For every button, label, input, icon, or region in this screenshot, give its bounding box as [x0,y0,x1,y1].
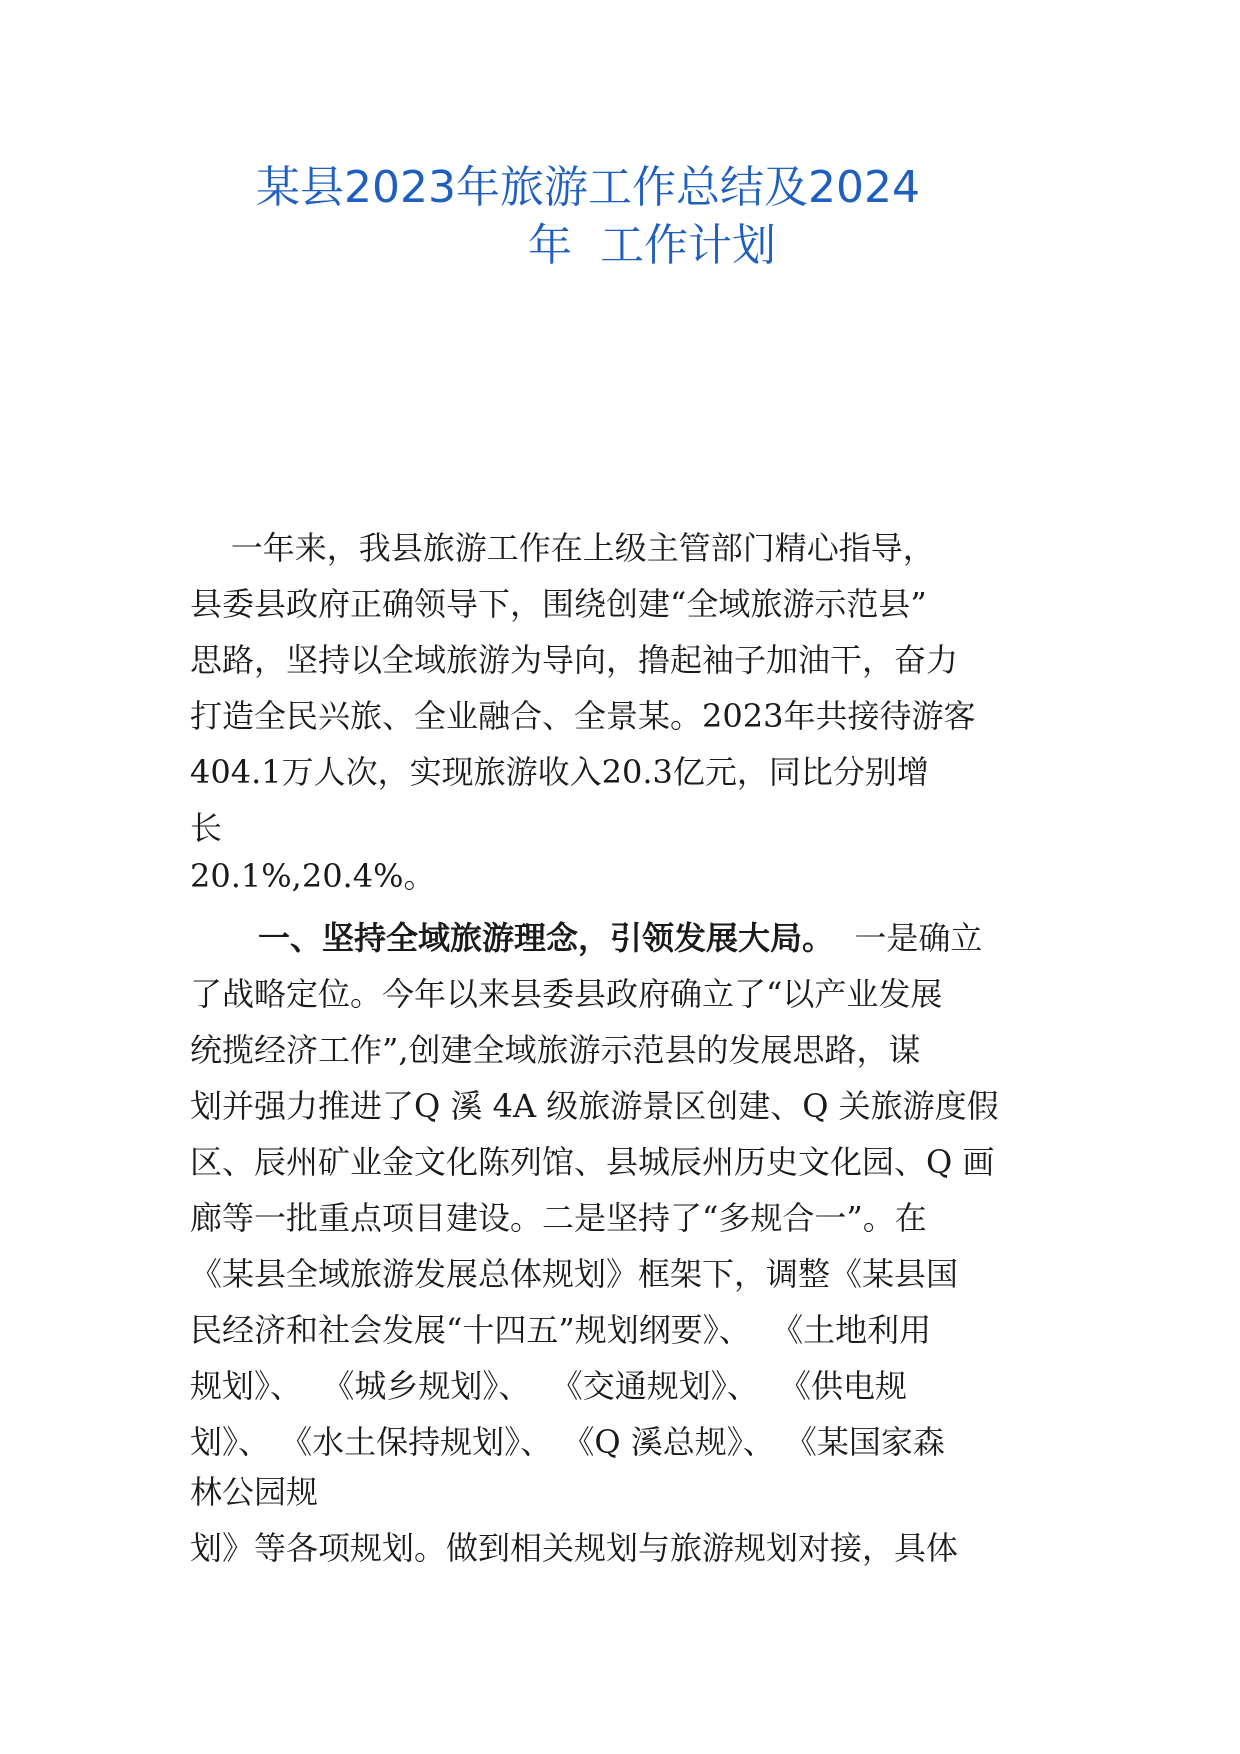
section-1-line-5: 廊等一批重点项目建设。二是坚持了“多规合一”。在 [190,1199,927,1237]
document-title-line-2: 年 工作计划 [528,220,776,271]
section-1-line-1: 了战略定位。今年以来县委县政府确立了“以产业发展 [190,975,943,1013]
intro-line-2: 县委县政府正确领导下，围绕创建“全域旅游示范县” [190,585,927,623]
intro-line-5: 404.1万人次，实现旅游收入20.3亿元，同比分别增 [190,753,929,791]
section-1-line-10: 林公园规 [190,1473,319,1511]
section-1-first-line [258,919,983,957]
section-1-line-4: 区、辰州矿业金文化陈列馆、县城辰州历史文化园、Q 画 [190,1143,995,1181]
section-1-heading: 一、坚持全域旅游理念，引领发展大局。 [258,919,835,957]
section-1-line-7: 民经济和社会发展“十四五”规划纲要》、 《土地利用 [190,1311,932,1349]
section-1-lead: 一是确立 [834,919,983,957]
section-1-line-2: 统揽经济工作”,创建全域旅游示范县的发展思路，谋 [190,1031,921,1069]
section-1-line-11: 划》等各项规划。做到相关规划与旅游规划对接，具体 [190,1529,959,1567]
section-1-line-9: 划》、 《水土保持规划》、 《Q 溪总规》、 《某国家森 [190,1423,945,1461]
intro-line-1: 一年来，我县旅游工作在上级主管部门精心指导， [190,529,935,567]
section-1-line-3: 划并强力推进了Q 溪 4A 级旅游景区创建、Q 关旅游度假 [190,1087,999,1125]
document-title-line-1: 某县2023年旅游工作总结及2024 [256,162,920,213]
intro-line-3: 思路，坚持以全域旅游为导向，撸起袖子加油干，奋力 [190,641,959,679]
intro-line-4: 打造全民兴旅、全业融合、全景某。2023年共接待游客 [190,697,976,735]
intro-line-6: 长 [190,809,223,847]
section-1-line-8: 规划》、 《城乡规划》、 《交通规划》、 《供电规 [190,1367,908,1405]
intro-line-7: 20.1%,20.4%。 [190,857,436,895]
section-1-line-6: 《某县全域旅游发展总体规划》框架下，调整《某县国 [190,1255,959,1293]
